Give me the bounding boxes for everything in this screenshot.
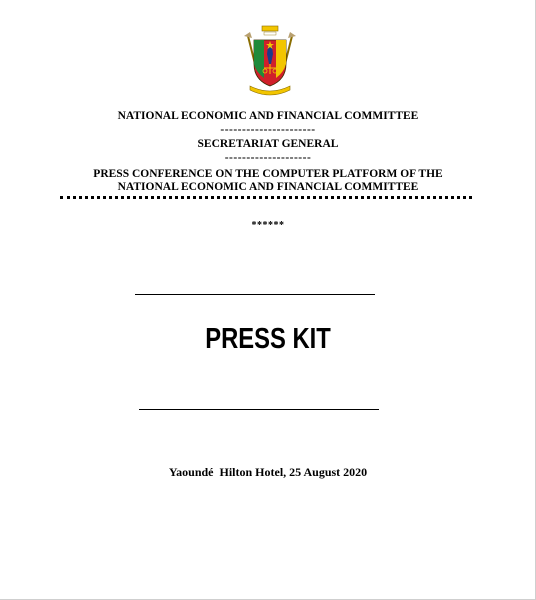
committee-heading: NATIONAL ECONOMIC AND FINANCIAL COMMITTEE <box>117 110 419 122</box>
title-rule-bottom <box>139 409 379 410</box>
document-title: PRESS KIT <box>205 323 331 355</box>
press-conference-heading-line-1: PRESS CONFERENCE ON THE COMPUTER PLATFORM OF THE <box>93 168 443 180</box>
coat-of-arms-icon <box>238 24 302 100</box>
star-separator: ****** <box>251 220 285 231</box>
press-conference-heading-line-2: NATIONAL ECONOMIC AND FINANCIAL COMMITTEE <box>117 181 419 193</box>
venue-and-date: Yaoundé Hilton Hotel, 25 August 2020 <box>168 465 368 479</box>
dash-separator: -------------------- <box>224 152 312 164</box>
dotted-divider <box>60 196 472 199</box>
secretariat-heading: SECRETARIAT GENERAL <box>197 138 339 150</box>
dash-separator: ---------------------- <box>220 124 316 136</box>
title-rule-top <box>135 294 375 295</box>
